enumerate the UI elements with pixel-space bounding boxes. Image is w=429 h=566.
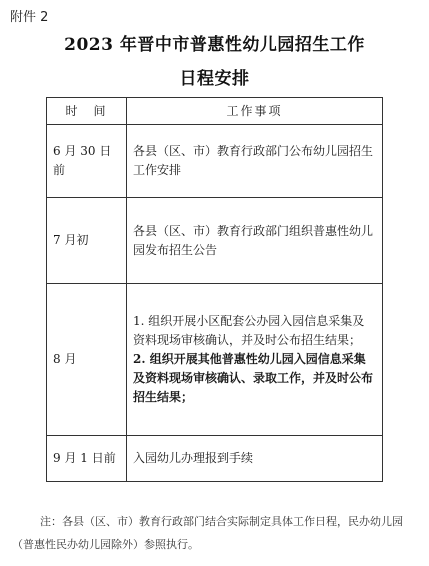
row-item: 2. 组织开展其他普惠性幼儿园入园信息采集及资料现场审核确认、录取工作，并及时公布招生结果； [133,352,374,404]
table-row [47,198,383,284]
document-title-line-2: 日程安排 [179,69,250,89]
row-time: 9 月 1 日前 [47,436,127,482]
document-title-line-1: 2023 年晋中市普惠性幼儿园招生工作 [64,35,365,55]
table-row [47,436,383,482]
header-time: 时 间 [47,98,127,125]
row-time: 7 月初 [47,198,127,284]
attachment-label: 附件 2 [10,10,49,25]
row-item: 入园幼儿办理报到手续 [127,436,383,482]
row-items [127,284,383,436]
row-item: 各县（区、市）教育行政部门公布幼儿园招生工作安排 [127,125,383,198]
table-row [47,125,383,198]
header-work-items: 工作事项 [127,98,383,125]
row-item: 各县（区、市）教育行政部门组织普惠性幼儿园发布招生公告 [127,198,383,284]
row-time: 6 月 30 日前 [47,125,127,198]
table-header-row [47,98,383,125]
schedule-table [46,97,383,482]
footnote: 注：各县（区、市）教育行政部门结合实际制定具体工作日程，民办幼儿园（普惠性民办幼儿园除外）参照执行。 [12,515,403,551]
table-row [47,284,383,436]
row-time: 8 月 [47,284,127,436]
row-item: 1. 组织开展小区配套公办园入园信息采集及资料现场审核确认，并及时公布招生结果； [133,314,365,347]
